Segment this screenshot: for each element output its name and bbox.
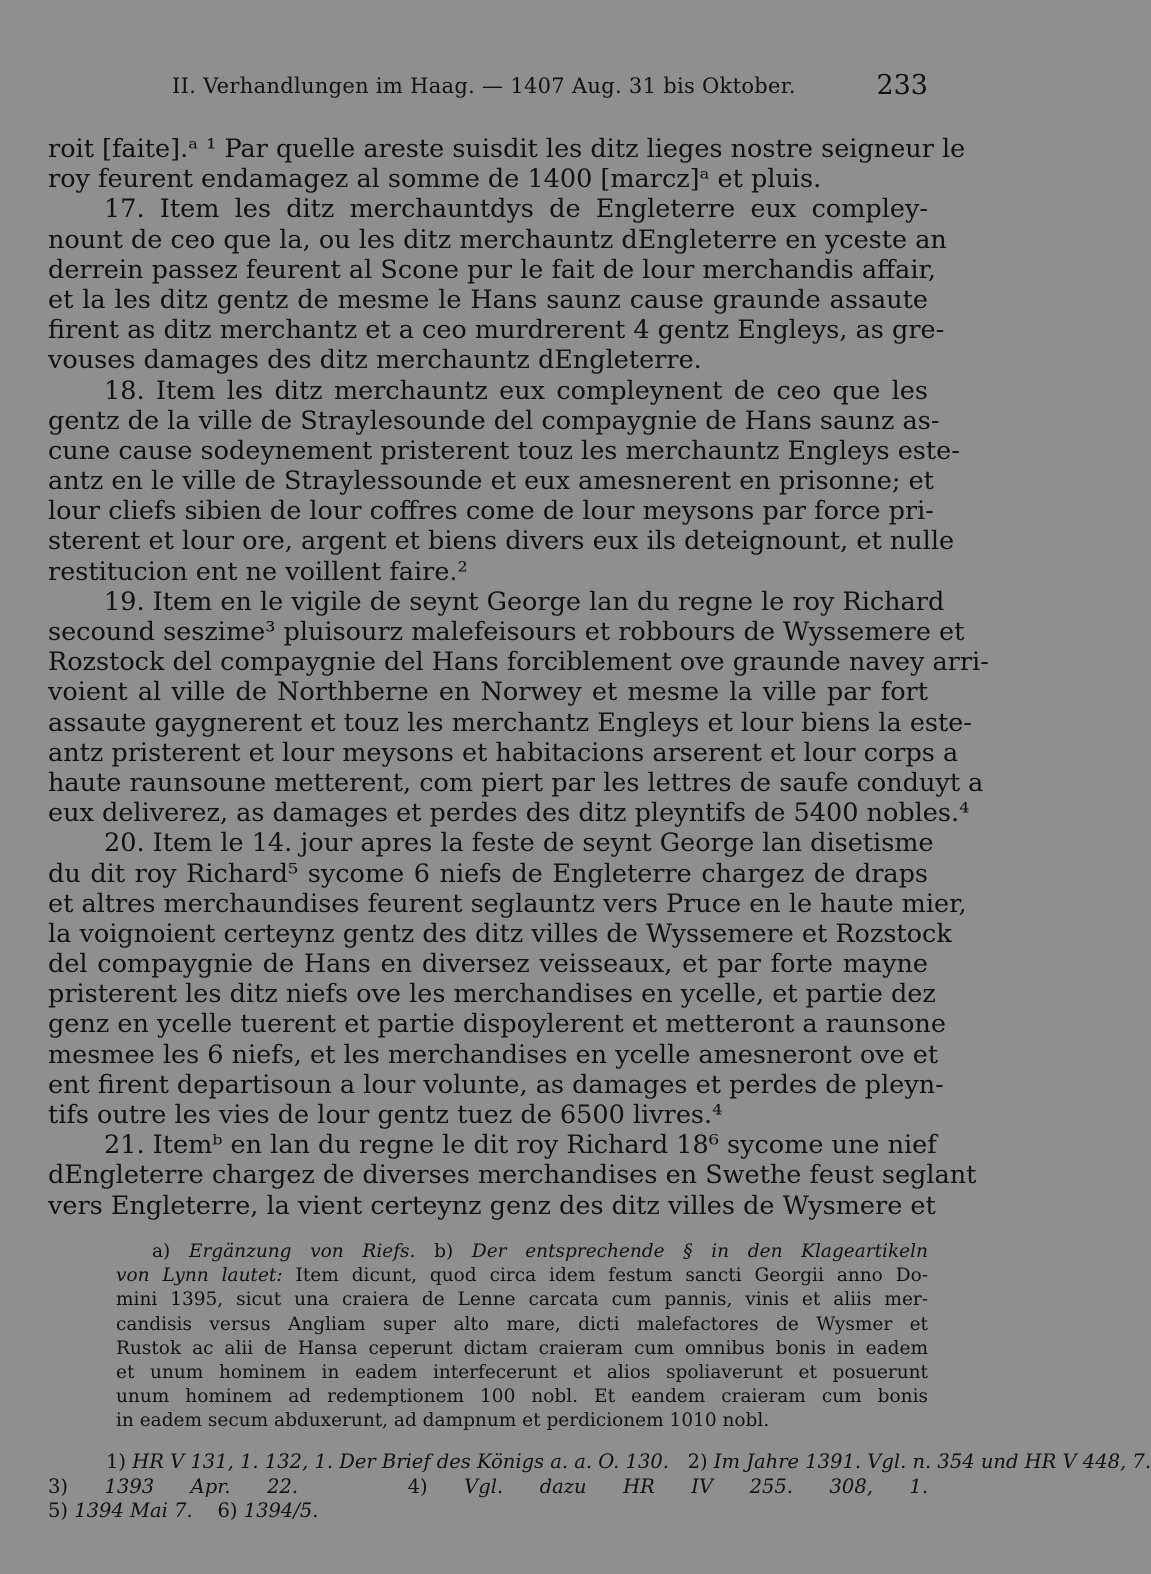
footnote-number: 3) [48,1474,69,1498]
text-line: eux deliverez, as damages et perdes des ditz pleyntifs de 5400 nobles.⁴ [48,798,970,829]
text-line: restitucion ent ne voillent faire.² [48,556,468,587]
text-line: 17. Item les ditz merchauntdys de Engleterre eux compley- [104,194,928,225]
footnote-line [48,1499,928,1524]
text-line: 18. Item les ditz merchauntz eux compleynent de ceo que les [104,375,928,406]
footnote-text: HR V 131, 1. 132, 1. Der Brief des Königs a. a. O. 130. [132,1450,669,1473]
footnote-number: 4) [407,1474,428,1498]
text-line: ent firent departisoun a lour volunte, as damages et perdes de pleyn- [48,1069,944,1100]
text-line: cune cause sodeynement pristerent touz les merchauntz Engleys este- [48,435,960,466]
footnote-text: 1393 Apr. 22. [104,1474,299,1498]
numbered-footnotes [48,1450,1151,1524]
footnote-text: 1394 Mai 7. [74,1499,193,1522]
text-line: 20. Item le 14. jour apres la feste de seynt George lan disetisme [104,828,934,859]
footnote-number: 1) [106,1450,127,1473]
text-line: derrein passez feurent al Scone pur le fait de lour merchandis affair, [48,254,937,285]
footnote-line [116,1264,928,1288]
text-line: et altres merchaundises feurent seglauntz vers Pruce en le haute mier, [48,888,967,919]
text-line: la voignoient certeynz gentz des ditz villes de Wyssemere et Rozstock [48,918,952,949]
text-line: et la les ditz gentz de mesme le Hans saunz cause graunde assaute [48,284,928,315]
footnote-a-label: a) [152,1241,171,1262]
footnote-line: mini 1395, sicut una craiera de Lenne carcata cum pannis, vinis et aliis mer- [116,1289,928,1311]
text-line: du dit roy Richard⁵ sycome 6 niefs de Engleterre chargez de draps [48,858,928,889]
text-line: dEngleterre chargez de diverses merchandises en Swethe feust seglant [48,1160,977,1191]
text-line: genz en ycelle tuerent et partie dispoylerent et metteront a raunsone [48,1009,946,1040]
footnote-number: 5) [48,1499,69,1522]
text-line: gentz de la ville de Straylesounde del compaygnie de Hans saunz as- [48,405,940,436]
footnote-a-text: Ergänzung von Riefs. [188,1241,416,1262]
footnote-text: Im Jahre 1391. Vgl. n. 354 und HR V 448, 7. [713,1450,1151,1473]
text-line: antz en le ville de Straylessounde et eux amesnerent en prisonne; et [48,466,934,497]
text-line: Rozstock del compaygnie del Hans forciblement ove graunde navey arri- [48,647,989,678]
footnote-line [48,1475,928,1500]
text-line: roy feurent endamagez al somme de 1400 [marcz]ᵃ et pluis. [48,164,822,195]
running-title: II. Verhandlungen im Haag. — 1407 Aug. 31 bis Oktober. [172,74,796,98]
text-line: vers Engleterre, la vient certeynz genz des ditz villes de Wysmere et [48,1190,936,1221]
page-number: 233 [876,70,928,101]
footnote-number: 2) [687,1450,708,1473]
text-line: haute raunsoune metterent, com piert par les lettres de saufe conduyt a [48,767,984,798]
footnote-line: in eadem secum abduxerunt, ad dampnum et perdicionem 1010 nobl. [116,1410,770,1432]
footnote-line: unum hominem ad redemptionem 100 nobl. Et eandem craieram cum bonis [116,1386,928,1408]
page-header [0,70,1000,106]
footnote-b-latin: Item dicunt, quod circa idem festum sancti Georgii anno Do- [295,1265,928,1287]
text-line: 19. Item en le vigile de seynt George lan du regne le roy Richard [104,586,945,617]
text-line: mesmee les 6 niefs, et les merchandises en ycelle amesneront ove et [48,1039,939,1070]
text-line: antz pristerent et lour meysons et habitacions arserent et lour corps a [48,737,959,768]
footnote-line: et unum hominem in eadem interfecerunt et alios spoliaverunt et posuerunt [116,1361,928,1383]
main-text [48,134,989,1221]
text-line: del compaygnie de Hans en diversez veisseaux, et par forte mayne [48,949,928,980]
footnote-line [116,1240,928,1264]
footnote-line: Rustok ac alii de Hansa ceperunt dictam craieram cum omnibus bonis in eadem [116,1337,928,1359]
text-line: 21. Itemᵇ en lan du regne le dit roy Richard 18⁶ sycome une nief [104,1130,937,1161]
footnote-number: 6) [217,1499,238,1522]
footnote-text: Vgl. dazu HR IV 255. 308, 1. [464,1474,929,1498]
text-line: sterent et lour ore, argent et biens divers eux ils deteignount, et nulle [48,526,955,557]
text-line: lour cliefs sibien de lour coffres come de lour meysons par force pri- [48,496,934,527]
text-line: roit [faite].ᵃ ¹ Par quelle areste suisdit les ditz lieges nostre seigneur le [48,134,966,164]
text-line: pristerent les ditz niefs ove les merchandises en ycelle, et partie dez [48,979,936,1010]
footnote-b-label: b) [434,1241,454,1262]
footnote-text: 1394/5. [243,1499,319,1522]
text-line: voient al ville de Northberne en Norwey et mesme la ville par fort [48,677,928,708]
text-line: vouses damages des ditz merchauntz dEngleterre. [48,345,702,376]
footnote-b-intro: Der entsprechende § in den Klageartikeln [471,1241,928,1262]
text-line: secound seszime³ pluisourz malefeisours et robbours de Wyssemere et [48,617,965,647]
text-line: firent as ditz merchantz et a ceo murdrerent 4 gentz Engleys, as gre- [48,315,945,346]
text-line: nount de ceo que la, ou les ditz merchauntz dEngleterre en yceste an [48,224,947,255]
footnote-line: candisis versus Angliam super alto mare, dicti malefactores de Wysmer et [116,1313,928,1335]
footnote-line [48,1450,1151,1475]
text-line: tifs outre les vies de lour gentz tuez de 6500 livres.⁴ [48,1100,723,1130]
letter-footnotes [116,1240,928,1434]
text-line: assaute gaygnerent et touz les merchantz Engleys et lour biens la este- [48,707,972,738]
footnote-b-intro2: von Lynn lautet: [116,1265,283,1287]
